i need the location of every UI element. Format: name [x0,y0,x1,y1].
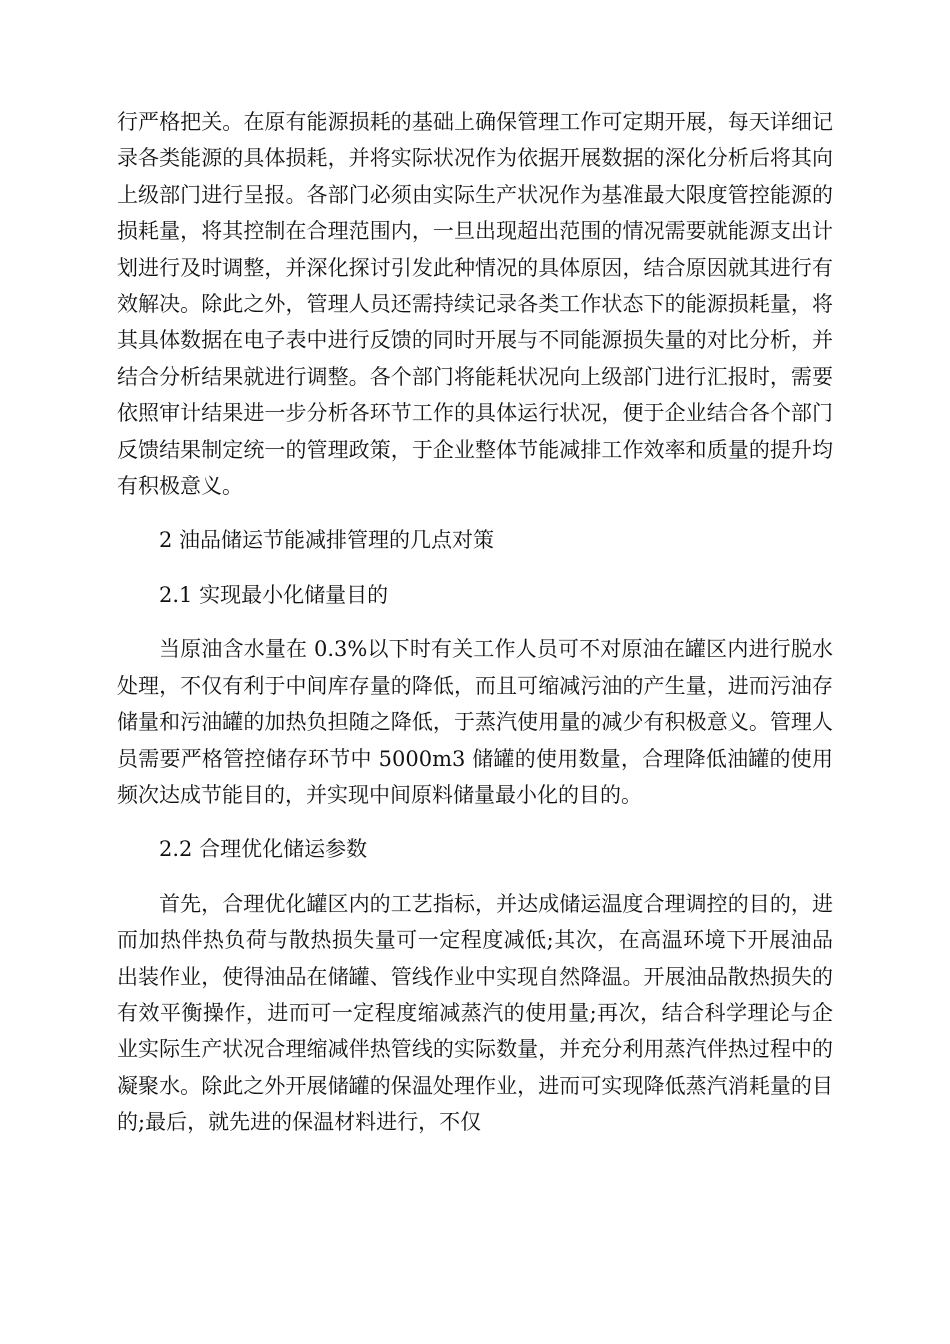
document-body [117,104,833,1141]
paragraph-energy-management: 行严格把关。在原有能源损耗的基础上确保管理工作可定期开展，每天详细记录各类能源的具体损耗，并将实际状况作为依据开展数据的深化分析后将其向上级部门进行呈报。各部门必须由实际生产状况作为基准最大限度管控能源的损耗量，将其控制在合理范围内，一旦出现超出范围的情况需要就能源支出计划进行及时调整，并深化探讨引发此种情况的具体原因，结合原因就其进行有效解决。除此之外，管理人员还需持续记录各类工作状态下的能源损耗量，将其具体数据在电子表中进行反馈的同时开展与不同能源损失量的对比分析，并结合分析结果就进行调整。各个部门将能耗状况向上级部门进行汇报时，需要依照审计结果进一步分析各环节工作的具体运行状况，便于企业结合各个部门反馈结果制定统一的管理政策，于企业整体节能减排工作效率和质量的提升均有积极意义。 [117,110,833,499]
paragraph-minimize-storage: 当原油含水量在 0.3%以下时有关工作人员可不对原油在罐区内进行脱水处理，不仅有利于中间库存量的降低，而且可缩减污油的产生量，进而污油存储量和污油罐的加热负担随之降低，于蒸汽使用量的减少有积极意义。管理人员需要严格管控储存环节中 5000m3 储罐的使用数量，合理降低油罐的使用频次达成节能目的，并实现中间原料储量最小化的目的。 [117,637,833,807]
section-heading-2: 2 油品储运节能减排管理的几点对策 [159,528,495,553]
paragraph-optimize-parameters: 首先，合理优化罐区内的工艺指标，并达成储运温度合理调控的目的，进而加热伴热负荷与散热损失量可一定程度减低;其次，在高温环境下开展油品出装作业，使得油品在储罐、管线作业中实现自然降温。开展油品散热损失的有效平衡操作，进而可一定程度缩减蒸汽的使用量;再次，结合科学理论与企业实际生产状况合理缩减伴热管线的实际数量，并充分利用蒸汽伴热过程中的凝聚水。除此之外开展储罐的保温处理作业，进而可实现降低蒸汽消耗量的目的;最后，就先进的保温材料进行，不仅 [117,891,833,1135]
subsection-heading-2-2: 2.2 合理优化储运参数 [159,837,368,862]
subsection-heading-2-1: 2.1 实现最小化储量目的 [159,582,389,607]
